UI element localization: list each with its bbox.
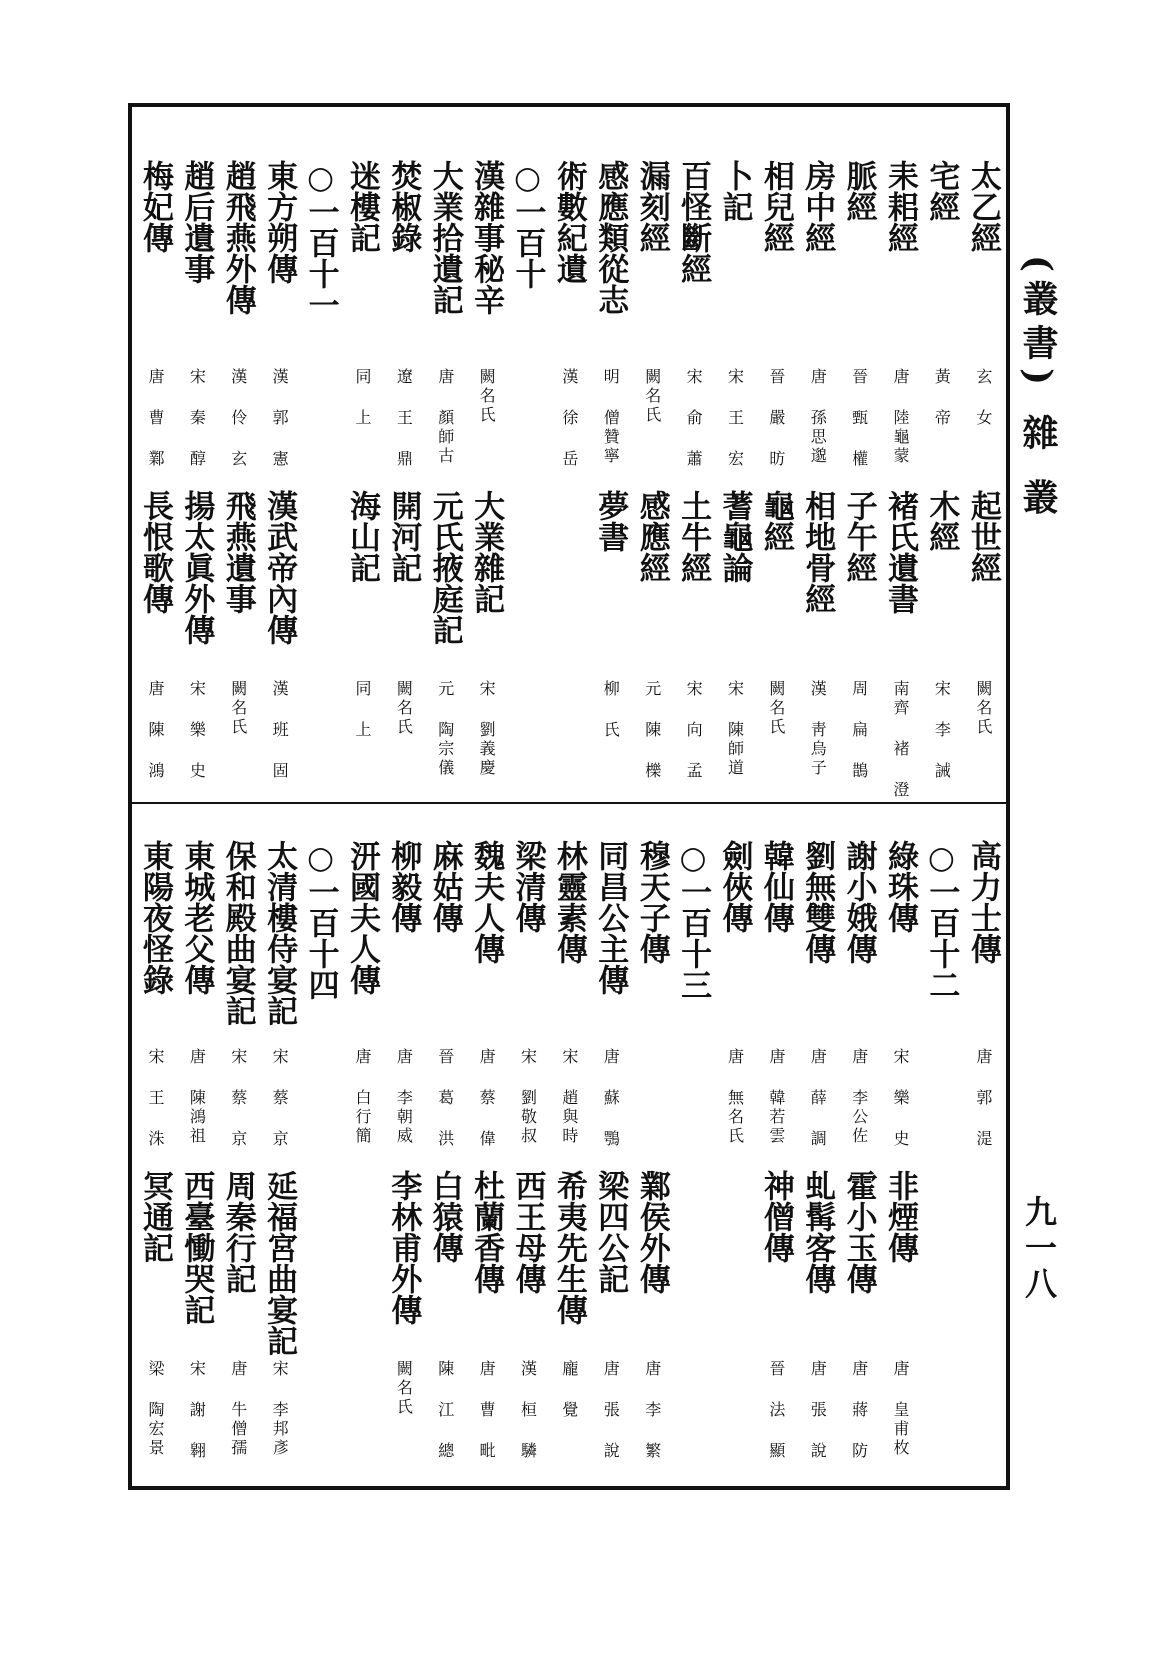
catalog-column xyxy=(466,840,506,1470)
entry-author: 晉 嚴 昉 xyxy=(766,368,786,469)
entry-title: 相地骨經 xyxy=(799,490,836,614)
entry-author: 宋 樂 史 xyxy=(891,1048,911,1149)
catalog-column xyxy=(673,160,713,790)
entry-author: 龐 覺 xyxy=(559,1360,579,1420)
entry-title: 大業拾遺記 xyxy=(426,160,463,315)
page-number: 九一八 xyxy=(1020,1195,1058,1303)
catalog-column xyxy=(839,840,879,1470)
top-panel xyxy=(135,160,1003,800)
entry-title: 趙飛燕外傳 xyxy=(219,160,256,315)
entry-author: 唐 韓若雲 xyxy=(766,1048,786,1146)
catalog-column xyxy=(590,160,630,790)
entry-title: 趙后遺事 xyxy=(178,160,215,284)
entry-title: 土牛經 xyxy=(675,490,712,583)
entry-author: 南齊 褚 澄 xyxy=(891,680,911,800)
entry-author: 宋 樂 史 xyxy=(187,680,207,781)
entry-title: 子午經 xyxy=(840,490,877,583)
volume-heading: ○一百十三 xyxy=(675,840,712,1000)
entry-title: 太清樓侍宴記 xyxy=(261,840,298,1026)
entry-title: 脈經 xyxy=(840,160,877,222)
entry-title: 周秦行記 xyxy=(219,1170,256,1294)
catalog-column xyxy=(921,840,961,1470)
catalog-column xyxy=(508,840,548,1470)
entry-author: 唐 蔡 偉 xyxy=(477,1048,497,1149)
entry-title: 耒耜經 xyxy=(882,160,919,253)
entry-author: 晉 甄 權 xyxy=(849,368,869,469)
running-header: (叢書) 雜 叢 xyxy=(1017,255,1059,523)
entry-author: 宋 李 誡 xyxy=(932,680,952,781)
entry-title: 感應經 xyxy=(633,490,670,583)
entry-author: 唐 陳鴻祖 xyxy=(187,1048,207,1146)
entry-author: 宋 王 洙 xyxy=(146,1048,165,1149)
entry-author: 唐 顏師古 xyxy=(435,368,455,466)
catalog-column xyxy=(218,840,258,1470)
entry-author: 唐 李公佐 xyxy=(849,1048,869,1146)
bottom-panel xyxy=(135,840,1003,1470)
entry-author: 闕名氏 xyxy=(973,680,993,737)
entry-author: 宋 蔡 京 xyxy=(270,1048,290,1149)
entry-title: 東城老父傳 xyxy=(178,840,215,995)
entry-title: 虬髯客傳 xyxy=(799,1170,836,1294)
entry-title: 元氏掖庭記 xyxy=(426,490,463,645)
entry-title: 東陽夜怪錄 xyxy=(137,840,173,995)
entry-title: 延福宮曲宴記 xyxy=(261,1170,298,1356)
entry-title: 汧國夫人傳 xyxy=(343,840,380,995)
catalog-column xyxy=(508,160,548,790)
entry-author: 宋 蔡 京 xyxy=(228,1048,248,1149)
catalog-column xyxy=(963,160,1003,790)
entry-author: 明 僧贊寧 xyxy=(601,368,621,466)
entry-author: 宋 向 孟 xyxy=(684,680,704,781)
volume-heading: ○一百十四 xyxy=(302,840,339,1000)
entry-author: 晉 法 顯 xyxy=(766,1360,786,1461)
entry-author: 唐 陸龜蒙 xyxy=(891,368,911,466)
entry-author: 唐 白行簡 xyxy=(352,1048,372,1146)
catalog-column xyxy=(176,840,216,1470)
catalog-column xyxy=(466,160,506,790)
catalog-column xyxy=(342,840,382,1470)
entry-author: 闕名氏 xyxy=(228,680,248,737)
entry-author: 宋 謝 翱 xyxy=(187,1360,207,1461)
entry-title: 西王母傳 xyxy=(509,1170,546,1294)
entry-author: 元 陳 櫟 xyxy=(642,680,662,781)
catalog-column xyxy=(921,160,961,790)
entry-title: 梅妃傳 xyxy=(137,160,173,253)
volume-heading: ○一百十一 xyxy=(302,160,339,320)
catalog-column xyxy=(673,840,713,1470)
entry-author: 唐 李 繁 xyxy=(642,1360,662,1461)
entry-author: 周 扁 鵲 xyxy=(849,680,869,781)
entry-title: 白猿傳 xyxy=(426,1170,463,1263)
entry-title: 高力士傳 xyxy=(964,840,1001,964)
catalog-column xyxy=(797,160,837,790)
entry-title: 鄴侯外傳 xyxy=(633,1170,670,1294)
entry-title: 非煙傳 xyxy=(882,1170,919,1263)
panel-divider xyxy=(128,802,1010,804)
entry-title: 房中經 xyxy=(799,160,836,253)
catalog-column xyxy=(797,840,837,1470)
entry-title: 卜記 xyxy=(716,160,753,222)
entry-author: 宋 李邦彥 xyxy=(270,1360,290,1458)
catalog-column xyxy=(259,840,299,1470)
entry-author: 漢 班 固 xyxy=(270,680,290,781)
entry-author: 宋 秦 醇 xyxy=(187,368,207,469)
entry-author: 闕名氏 xyxy=(766,680,786,737)
entry-title: 太乙經 xyxy=(964,160,1001,253)
entry-title: 神僧傳 xyxy=(757,1170,794,1263)
catalog-column xyxy=(342,160,382,790)
entry-author: 宋 王 宏 xyxy=(725,368,745,469)
entry-title: 漢武帝內傳 xyxy=(261,490,298,645)
entry-author: 陳 江 總 xyxy=(435,1360,455,1461)
entry-author: 漢 桓 驎 xyxy=(518,1360,538,1461)
entry-author: 宋 劉敬叔 xyxy=(518,1048,538,1146)
entry-author: 梁 陶宏景 xyxy=(146,1360,165,1458)
entry-title: 迷樓記 xyxy=(343,160,380,253)
entry-author: 闕名氏 xyxy=(394,1360,414,1417)
catalog-column xyxy=(425,160,465,790)
entry-title: 大業雜記 xyxy=(468,490,505,614)
catalog-column xyxy=(714,840,754,1470)
catalog-column xyxy=(135,160,175,790)
entry-author: 唐 曹 鄴 xyxy=(146,368,165,469)
entry-title: 感應類從志 xyxy=(592,160,629,315)
entry-title: 褚氏遺書 xyxy=(882,490,919,614)
catalog-column xyxy=(135,840,175,1470)
catalog-column xyxy=(549,160,589,790)
entry-title: 焚椒錄 xyxy=(385,160,422,253)
entry-title: 西臺慟哭記 xyxy=(178,1170,215,1325)
entry-author: 同 上 xyxy=(352,368,372,428)
entry-title: 李林甫外傳 xyxy=(385,1170,422,1325)
entry-title: 麻姑傳 xyxy=(426,840,463,933)
entry-title: 蓍龜論 xyxy=(716,490,753,583)
catalog-column xyxy=(425,840,465,1470)
volume-heading: ○一百十 xyxy=(509,160,546,289)
entry-author: 唐 皇甫枚 xyxy=(891,1360,911,1458)
entry-author: 闕名氏 xyxy=(394,680,414,737)
entry-title: 霍小玉傳 xyxy=(840,1170,877,1294)
entry-author: 唐 張 說 xyxy=(601,1360,621,1461)
entry-title: 宅經 xyxy=(923,160,960,222)
entry-author: 黃 帝 xyxy=(932,368,952,428)
entry-title: 同昌公主傳 xyxy=(592,840,629,995)
catalog-column xyxy=(880,840,920,1470)
entry-title: 起世經 xyxy=(964,490,1001,583)
entry-author: 闕名氏 xyxy=(477,368,497,425)
catalog-column xyxy=(383,840,423,1470)
entry-author: 宋 俞 蕭 xyxy=(684,368,704,469)
catalog-column xyxy=(259,160,299,790)
entry-title: 希夷先生傳 xyxy=(550,1170,587,1325)
entry-title: 穆天子傳 xyxy=(633,840,670,964)
entry-author: 唐 無名氏 xyxy=(725,1048,745,1146)
entry-author: 唐 陳 鴻 xyxy=(146,680,165,781)
entry-title: 漏刻經 xyxy=(633,160,670,253)
entry-author: 漢 徐 岳 xyxy=(559,368,579,469)
entry-title: 梁四公記 xyxy=(592,1170,629,1294)
entry-author: 唐 薛 調 xyxy=(808,1048,828,1149)
entry-title: 開河記 xyxy=(385,490,422,583)
catalog-column xyxy=(301,840,341,1470)
catalog-column xyxy=(839,160,879,790)
entry-title: 劍俠傳 xyxy=(716,840,753,933)
entry-title: 海山記 xyxy=(343,490,380,583)
entry-author: 漢 伶 玄 xyxy=(228,368,248,469)
volume-heading: ○一百十二 xyxy=(923,840,960,1000)
entry-author: 同 上 xyxy=(352,680,372,740)
catalog-column xyxy=(756,160,796,790)
entry-title: 杜蘭香傳 xyxy=(468,1170,505,1294)
entry-author: 玄 女 xyxy=(973,368,993,428)
catalog-column xyxy=(880,160,920,800)
entry-title: 東方朔傳 xyxy=(261,160,298,284)
entry-title: 夢書 xyxy=(592,490,629,552)
entry-author: 晉 葛 洪 xyxy=(435,1048,455,1149)
entry-title: 劉無雙傳 xyxy=(799,840,836,964)
catalog-column xyxy=(963,840,1003,1470)
entry-author: 宋 劉義慶 xyxy=(477,680,497,778)
entry-title: 柳毅傳 xyxy=(385,840,422,933)
catalog-column xyxy=(714,160,754,790)
catalog-column xyxy=(549,840,589,1470)
entry-author: 唐 李朝威 xyxy=(394,1048,414,1146)
entry-author: 遼 王 鼎 xyxy=(394,368,414,469)
catalog-column xyxy=(756,840,796,1470)
catalog-column xyxy=(590,840,630,1470)
entry-title: 冥通記 xyxy=(137,1170,173,1263)
catalog-column xyxy=(632,840,672,1470)
entry-title: 相兒經 xyxy=(757,160,794,253)
entry-author: 宋 趙與時 xyxy=(559,1048,579,1146)
entry-author: 唐 蔣 防 xyxy=(849,1360,869,1461)
entry-title: 龜經 xyxy=(757,490,794,552)
entry-author: 唐 蘇 鶚 xyxy=(601,1048,621,1149)
entry-title: 韓仙傳 xyxy=(757,840,794,933)
entry-title: 揚太眞外傳 xyxy=(178,490,215,645)
catalog-column xyxy=(176,160,216,790)
entry-title: 術數紀遺 xyxy=(550,160,587,284)
catalog-column xyxy=(301,160,341,790)
entry-title: 林靈素傳 xyxy=(550,840,587,964)
entry-title: 百怪斷經 xyxy=(675,160,712,284)
entry-title: 魏夫人傳 xyxy=(468,840,505,964)
entry-author: 唐 曹 毗 xyxy=(477,1360,497,1461)
entry-title: 長恨歌傳 xyxy=(137,490,173,614)
entry-author: 元 陶宗儀 xyxy=(435,680,455,778)
catalog-column xyxy=(218,160,258,790)
entry-title: 飛燕遺事 xyxy=(219,490,256,614)
entry-title: 謝小娥傳 xyxy=(840,840,877,964)
entry-author: 唐 孫思邈 xyxy=(808,368,828,466)
entry-title: 漢雜事秘辛 xyxy=(468,160,505,315)
entry-author: 唐 張 說 xyxy=(808,1360,828,1461)
entry-title: 綠珠傳 xyxy=(882,840,919,933)
entry-title: 木經 xyxy=(923,490,960,552)
entry-author: 柳 氏 xyxy=(601,680,621,740)
entry-author: 唐 牛僧孺 xyxy=(228,1360,248,1458)
entry-author: 漢 靑烏子 xyxy=(808,680,828,778)
catalog-column xyxy=(383,160,423,790)
entry-author: 宋 陳師道 xyxy=(725,680,745,778)
entry-author: 闕名氏 xyxy=(642,368,662,425)
entry-title: 梁清傳 xyxy=(509,840,546,933)
entry-author: 唐 郭 湜 xyxy=(973,1048,993,1149)
entry-title: 保和殿曲宴記 xyxy=(219,840,256,1026)
catalog-column xyxy=(632,160,672,790)
entry-author: 漢 郭 憲 xyxy=(270,368,290,469)
